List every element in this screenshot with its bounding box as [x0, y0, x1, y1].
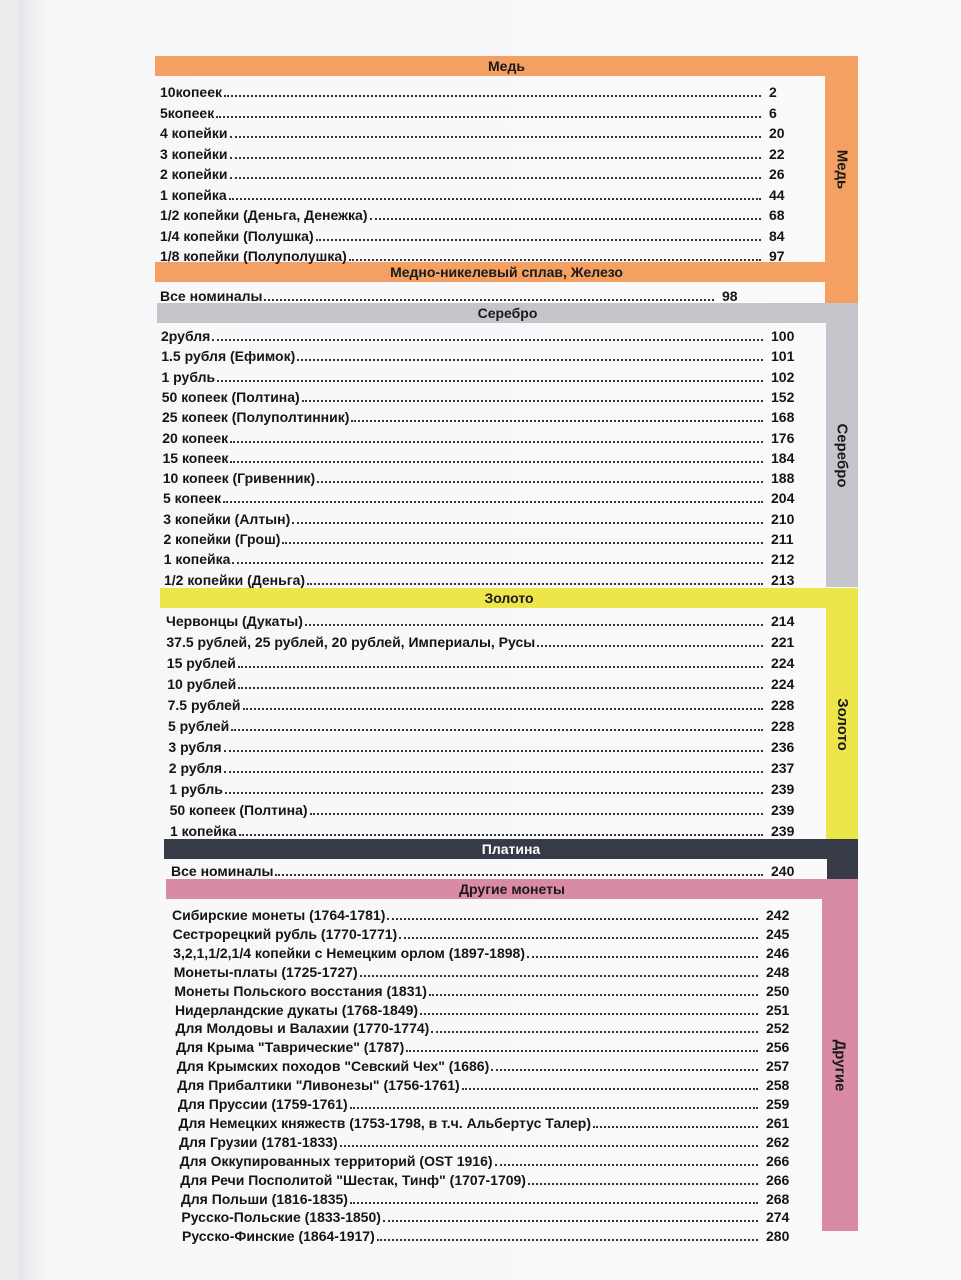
dot-leader [383, 1219, 758, 1222]
toc-entry [164, 568, 809, 588]
toc-entry [163, 466, 809, 486]
toc-entry-page-number: 212 [771, 551, 795, 568]
toc-entry-label: 3 копейки [160, 145, 228, 162]
dot-leader [230, 460, 763, 463]
toc-entry-label: Для Крымских походов "Севский Чех" (1686) [176, 1058, 490, 1075]
toc-entry-label: 1 копейка [170, 823, 237, 839]
toc-entry [171, 859, 809, 879]
toc-entry [161, 324, 809, 344]
toc-entry-page-number: 101 [771, 348, 795, 365]
dot-leader [212, 338, 763, 341]
dot-leader [238, 665, 763, 668]
toc-entry [169, 777, 809, 797]
toc-entry-label: 25 копеек (Полуполтинник) [162, 409, 350, 426]
toc-entry-label: Все номиналы [160, 288, 263, 304]
section-title: Платина [481, 841, 541, 857]
toc-entry-label: 5копеек [160, 104, 215, 121]
toc-entry [160, 203, 807, 223]
dot-leader [310, 812, 763, 815]
side-tab-gold [826, 608, 858, 840]
toc-entry [164, 527, 810, 547]
toc-entry [181, 1205, 804, 1225]
toc-entry-page-number: 261 [765, 1114, 790, 1131]
dot-leader [305, 623, 763, 626]
toc-entry-page-number: 204 [771, 490, 795, 507]
side-tab-platinum [827, 859, 858, 879]
toc-entry [160, 183, 807, 203]
dot-leader [349, 258, 761, 261]
toc-entry-page-number: 248 [765, 963, 790, 980]
toc-entry [166, 609, 809, 629]
toc-entry-page-number: 98 [722, 288, 738, 304]
toc-entry-page-number: 239 [771, 823, 795, 839]
toc-entry-label: Для Оккупированных территорий (OST 1916) [179, 1152, 493, 1169]
toc-entry [180, 1149, 804, 1169]
dot-leader [317, 480, 763, 483]
toc-entry-label: 15 рублей [166, 655, 236, 671]
toc-entry-page-number: 211 [771, 531, 794, 547]
toc-entry-label: 20 копеек [162, 429, 229, 446]
dot-leader [229, 197, 761, 200]
toc-entry [176, 1016, 804, 1036]
toc-entry-label: Для Пруссии (1759-1761) [177, 1096, 348, 1112]
dot-leader [230, 440, 763, 443]
toc-entry-label: Для Немецких княжеств (1753-1798, в т.ч. Альбертус Талер) [178, 1114, 591, 1131]
toc-entry [178, 1092, 804, 1112]
toc-entry-label: 50 копеек (Полтина) [169, 802, 308, 818]
toc-entry-page-number: 6 [769, 104, 777, 121]
toc-entry-label: Для Прибалтики "Ливонезы" (1756-1761) [177, 1077, 460, 1094]
dot-leader [302, 399, 763, 402]
toc-entry-label: Для Крыма "Таврические" (1787) [176, 1039, 405, 1056]
dot-leader [462, 1087, 758, 1090]
toc-entry-page-number: 184 [771, 449, 795, 466]
toc-entry-label: Для Грузии (1781-1833) [179, 1133, 338, 1150]
toc-entry-label: 1 копейка [163, 551, 231, 568]
toc-entry-label: Русско-Финские (1864-1917) [182, 1228, 375, 1245]
toc-entry [167, 672, 809, 692]
section-header-nickel [155, 262, 858, 282]
toc-entry-label: 2рубля [161, 328, 211, 344]
toc-entry-label: 1 рубль [161, 368, 216, 385]
toc-entry [160, 224, 807, 244]
toc-entry-label: 3,2,1,1/2,1/4 копейки с Немецким орлом (1897-1898) [173, 944, 525, 961]
toc-entry-page-number: 152 [771, 388, 795, 405]
toc-entry-page-number: 239 [770, 802, 795, 818]
dot-leader [230, 156, 761, 159]
side-tab-label: Серебро [833, 422, 851, 488]
dot-leader [264, 298, 714, 301]
toc-entry-page-number: 236 [770, 739, 795, 755]
toc-entry [168, 714, 809, 734]
dot-leader [387, 917, 758, 920]
dot-leader [528, 1182, 758, 1185]
toc-entry-page-number: 176 [771, 429, 795, 446]
toc-entry [182, 1224, 804, 1244]
dot-leader [420, 1012, 758, 1015]
toc-entry-page-number: 213 [771, 571, 795, 588]
section-title: Серебро [477, 305, 538, 321]
toc-entry-label: Червонцы (Дукаты) [166, 613, 303, 629]
toc-entry-label: 1/8 копейки (Полуполушка) [160, 248, 347, 264]
toc-entry-page-number: 251 [765, 1001, 790, 1018]
toc-entry-label: 37.5 рублей, 25 рублей, 20 рублей, Империалы, Русы [166, 634, 536, 650]
toc-entry [173, 941, 804, 961]
toc-entry-label: 15 копеек [162, 449, 229, 466]
toc-entry-page-number: 266 [765, 1152, 790, 1169]
toc-entry-label: 1/2 копейки (Деньга) [164, 571, 306, 588]
dot-leader [377, 1238, 758, 1241]
toc-entry-label: Сибирские монеты (1764-1781) [172, 907, 386, 923]
toc-entry-page-number: 246 [765, 944, 790, 961]
toc-entry-page-number: 228 [770, 697, 795, 713]
toc-entry [162, 405, 809, 425]
toc-entry-page-number: 84 [769, 227, 785, 244]
toc-entry-label: Русско-Польские (1833-1850) [181, 1209, 381, 1226]
toc-entry-page-number: 268 [765, 1190, 790, 1207]
side-tab-label: Другие [831, 1039, 849, 1091]
toc-entry [170, 798, 809, 818]
section-header-platinum [164, 839, 858, 859]
toc-entry-label: 2 копейки [160, 166, 228, 182]
dot-leader [297, 358, 763, 361]
section-title: Золото [484, 590, 534, 606]
side-tab-label: Медь [833, 149, 850, 189]
toc-entry-page-number: 237 [770, 760, 795, 776]
toc-entry [160, 101, 807, 121]
toc-entry-page-number: 20 [769, 125, 785, 141]
toc-entry [160, 80, 807, 100]
toc-entry-page-number: 274 [765, 1209, 790, 1226]
dot-leader [282, 541, 763, 544]
toc-entry-page-number: 100 [771, 328, 795, 344]
toc-entry [166, 630, 809, 650]
toc-entry-page-number: 168 [771, 409, 795, 426]
toc-entry [175, 998, 804, 1018]
dot-leader [491, 1068, 758, 1071]
dot-leader [224, 770, 763, 773]
toc-entry-page-number: 259 [765, 1096, 790, 1112]
toc-entry-page-number: 44 [769, 186, 785, 203]
toc-entry [160, 121, 807, 141]
toc-entry-page-number: 210 [771, 510, 795, 527]
toc-entry-page-number: 224 [770, 676, 795, 692]
dot-leader [537, 644, 763, 647]
toc-entry-label: 1 копейка [160, 186, 227, 203]
toc-entry [160, 284, 760, 304]
dot-leader [370, 217, 762, 220]
toc-entry-label: 4 копейки [160, 125, 228, 141]
toc-entry-label: 5 копеек [163, 490, 222, 507]
dot-leader [406, 1049, 758, 1052]
side-tab-silver [826, 323, 858, 587]
toc-entry-page-number: 214 [771, 613, 795, 629]
toc-entry-page-number: 188 [771, 470, 795, 487]
toc-entry-page-number: 256 [765, 1039, 790, 1056]
toc-entry-label: 7.5 рублей [167, 697, 241, 713]
section-header-silver [157, 303, 858, 323]
toc-entry-page-number: 252 [765, 1020, 790, 1037]
dot-leader [307, 582, 763, 585]
toc-entry-label: Для Молдовы и Валахии (1770-1774) [175, 1020, 430, 1037]
toc-entry-label: Монеты Польского восстания (1831) [174, 982, 427, 999]
toc-entry [160, 142, 807, 162]
dot-leader [360, 974, 758, 977]
toc-entry-label: 3 рубля [168, 739, 222, 755]
toc-entry-label: 1/2 копейки (Деньга, Денежка) [160, 207, 368, 223]
toc-entry-label: 50 копеек (Полтина) [161, 388, 300, 405]
toc-entry-page-number: 228 [771, 718, 795, 734]
side-tab-copper [825, 76, 858, 262]
section-header-gold [160, 588, 858, 608]
side-tab-nickel [825, 282, 858, 304]
toc-entry-label: 1 рубль [169, 781, 223, 797]
toc-entry-page-number: 245 [765, 925, 790, 942]
section-title: Другие монеты [459, 881, 565, 897]
dot-leader [431, 1030, 758, 1033]
dot-leader [593, 1125, 758, 1128]
toc-entry [177, 1054, 804, 1074]
toc-entry-label: Для Речи Посполитой "Шестак, Тинф" (1707-1709) [180, 1171, 526, 1188]
toc-entry [170, 819, 809, 839]
toc-entry-page-number: 2 [769, 84, 777, 100]
toc-entry [162, 385, 809, 405]
side-tab-label: Золото [833, 697, 851, 751]
dot-leader [399, 936, 758, 939]
toc-entry [180, 1168, 804, 1188]
dot-leader [217, 379, 763, 382]
toc-entry-page-number: 258 [765, 1077, 790, 1094]
toc-entry-label: 2 рубля [168, 760, 222, 776]
toc-entry-page-number: 280 [766, 1228, 790, 1245]
dot-leader [238, 686, 763, 689]
toc-entry-label: 5 рублей [168, 718, 230, 734]
dot-leader [216, 115, 761, 118]
dot-leader [243, 707, 763, 710]
toc-entry [162, 426, 809, 446]
toc-entry-page-number: 97 [769, 248, 785, 264]
toc-entry-label: 3 копейки (Алтын) [163, 510, 291, 527]
dot-leader [230, 135, 761, 138]
toc-entry [168, 735, 809, 755]
toc-entry [168, 693, 809, 713]
toc-entry-page-number: 257 [765, 1058, 790, 1075]
toc-entry-page-number: 262 [765, 1133, 790, 1150]
toc-entry-page-number: 22 [769, 145, 785, 162]
dot-leader [429, 993, 758, 996]
toc-entry [169, 756, 809, 776]
toc-entry-label: Сестрорецкий рубль (1770-1771) [172, 925, 398, 942]
toc-entry [160, 244, 807, 264]
dot-leader [224, 749, 763, 752]
section-header-other [166, 879, 858, 899]
toc-entry-label: 2 копейки (Грош) [163, 531, 281, 547]
dot-leader [495, 1163, 758, 1166]
toc-entry [176, 1035, 804, 1055]
toc-entry [177, 1073, 804, 1093]
dot-leader [292, 521, 763, 524]
toc-entry-label: 1.5 рубля (Ефимок) [161, 348, 296, 365]
section-title: Медь [488, 58, 525, 74]
toc-entry-label: Нидерландские дукаты (1768-1849) [174, 1001, 419, 1018]
toc-entry [178, 1111, 804, 1131]
toc-entry-page-number: 68 [769, 207, 785, 223]
toc-entry-page-number: 266 [765, 1171, 790, 1188]
dot-leader [231, 728, 763, 731]
toc-entry-label: Все номиналы [171, 863, 274, 879]
dot-leader [232, 561, 763, 564]
toc-entry [172, 903, 804, 923]
section-title: Медно-никелевый сплав, Железо [390, 264, 623, 280]
toc-entry [163, 507, 809, 527]
dot-leader [350, 1106, 758, 1109]
toc-entry-label: Монеты-платы (1725-1727) [173, 963, 358, 980]
toc-entry [181, 1187, 804, 1207]
toc-entry-page-number: 242 [766, 907, 790, 923]
dot-leader [350, 1201, 758, 1204]
dot-leader [340, 1144, 758, 1147]
toc-entry [173, 922, 804, 942]
toc-entry [174, 960, 804, 980]
toc-entry-page-number: 102 [771, 368, 795, 385]
toc-entry [162, 365, 810, 385]
toc-entry-page-number: 26 [769, 166, 785, 182]
dot-leader [224, 94, 761, 97]
dot-leader [239, 833, 763, 836]
toc-entry-page-number: 250 [765, 982, 790, 999]
toc-entry-page-number: 224 [770, 655, 795, 671]
toc-entry [167, 651, 809, 671]
toc-entry [160, 162, 807, 182]
toc-entry-label: 1/4 копейки (Полушка) [160, 227, 314, 244]
toc-entry [164, 547, 809, 567]
dot-leader [230, 176, 761, 179]
toc-entry-page-number: 239 [770, 781, 795, 797]
toc-entry [179, 1130, 804, 1150]
dot-leader [316, 238, 761, 241]
dot-leader [351, 419, 763, 422]
toc-entry-label: Для Польши (1816-1835) [180, 1190, 348, 1207]
toc-entry-page-number: 221 [770, 634, 795, 650]
dot-leader [223, 500, 763, 503]
toc-entry-label: 10 рублей [167, 676, 237, 692]
toc-entry [161, 344, 809, 364]
toc-entry-page-number: 240 [771, 863, 795, 879]
toc-entry-label: 10копеек [160, 84, 222, 100]
toc-entry [163, 446, 810, 466]
toc-entry [163, 486, 809, 506]
section-header-copper [155, 56, 858, 76]
dot-leader [275, 873, 763, 876]
toc-entry-label: 10 копеек (Гривенник) [162, 470, 316, 487]
toc-entry [174, 979, 804, 999]
side-tab-other [822, 899, 858, 1231]
dot-leader [527, 955, 758, 958]
dot-leader [225, 791, 763, 794]
